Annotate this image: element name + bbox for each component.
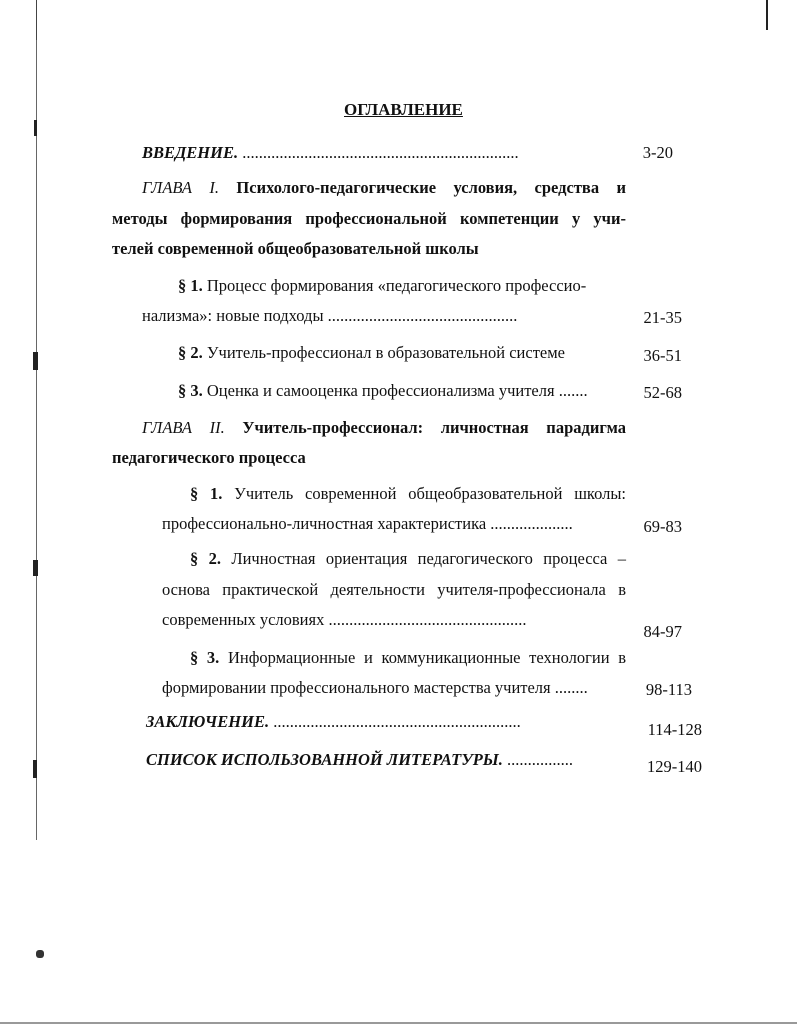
ch2-section2-number: § 2. [190,549,221,568]
ch1-section3-title: Оценка и самооценка профессионализма учителя ....... [206,381,588,400]
page-title: ОГЛАВЛЕНИЕ [344,100,463,119]
ch1-section2-title: Учитель-профессионал в образовательной системе [206,343,565,362]
scan-border-top [36,0,37,40]
chapter2-label: ГЛАВА II. [142,418,225,437]
ch1-section1-number: § 1. [178,276,203,295]
ch1-section3-pages: 52-68 [643,383,682,402]
ch2-section3-line2: формировании профессионального мастерства учителя ........ [162,678,588,697]
ch1-section3-number: § 3. [178,381,203,400]
ch2-section2-line2: основа практической деятельности учителя-профессионала в [162,580,626,599]
ch2-section3-number: § 3. [190,648,220,667]
ch2-section2-line1 [190,549,626,569]
chapter1-title-line1: Психолого-педагогические условия, средства и [236,178,626,197]
ch2-section2-line3: современных условиях ................................................ [162,610,527,629]
ch2-section2-pages: 84-97 [643,622,682,641]
ch1-section2-line1 [178,343,565,363]
scan-border-right [766,0,768,30]
references-pages: 129-140 [647,757,702,776]
ch1-section2-pages: 36-51 [643,346,682,365]
scan-mark-2 [33,352,38,370]
scan-mark-3 [33,560,38,576]
conclusion-dots: ............................................................ [269,712,521,731]
conclusion-pages: 114-128 [647,720,702,739]
ch1-section1-title: Процесс формирования «педагогического профессио- [206,276,587,295]
conclusion-label: ЗАКЛЮЧЕНИЕ. [146,712,270,731]
introduction-dots: ................................................................... [238,143,519,162]
scan-mark-1 [34,120,37,136]
ch2-section3-line1 [190,648,626,668]
ch1-section2-number: § 2. [178,343,203,362]
introduction-pages: 3-20 [642,143,673,162]
introduction-label: ВВЕДЕНИЕ. [142,143,239,162]
ch2-section1-line2: профессионально-личностная характеристика .................... [162,514,573,533]
chapter1-label: ГЛАВА I. [142,178,219,197]
ch1-section3-line1 [178,381,588,401]
ch2-section1-title: Учитель современной общеобразовательной школы: [234,484,627,503]
chapter1-title-line2: методы формирования профессиональной компетенции у учи- [112,209,626,228]
toc-entry-references [146,750,573,770]
scan-border-bottom [0,1022,797,1024]
ch2-section3-title: Информационные и коммуникационные технологии в [228,648,626,667]
chapter2-heading-line1 [142,418,626,438]
ch1-section1-line2: нализма»: новые подходы .............................................. [142,306,518,325]
ch2-section1-line1 [190,484,626,504]
ch2-section3-pages: 98-113 [645,680,692,699]
ch1-section1-pages: 21-35 [643,308,682,327]
chapter1-title-line3: телей современной общеобразовательной школы [112,239,479,258]
scan-mark-4 [33,760,37,778]
chapter2-title-line2: педагогического процесса [112,448,306,467]
ch2-section1-pages: 69-83 [643,517,682,536]
scan-border-left [36,40,37,840]
toc-entry-conclusion [146,712,521,732]
chapter1-heading-line1 [142,178,626,198]
ch2-section2-title: Личностная ориентация педагогического процесса – [231,549,626,568]
references-dots: ................ [502,750,574,769]
scan-mark-5 [36,950,44,958]
references-label: СПИСОК ИСПОЛЬЗОВАННОЙ ЛИТЕРАТУРЫ. [146,750,503,769]
ch1-section1-line1 [178,276,586,296]
ch2-section1-number: § 1. [190,484,223,503]
toc-entry-introduction [142,143,622,163]
chapter2-title-line1: Учитель-профессионал: личностная парадигма [242,418,626,437]
